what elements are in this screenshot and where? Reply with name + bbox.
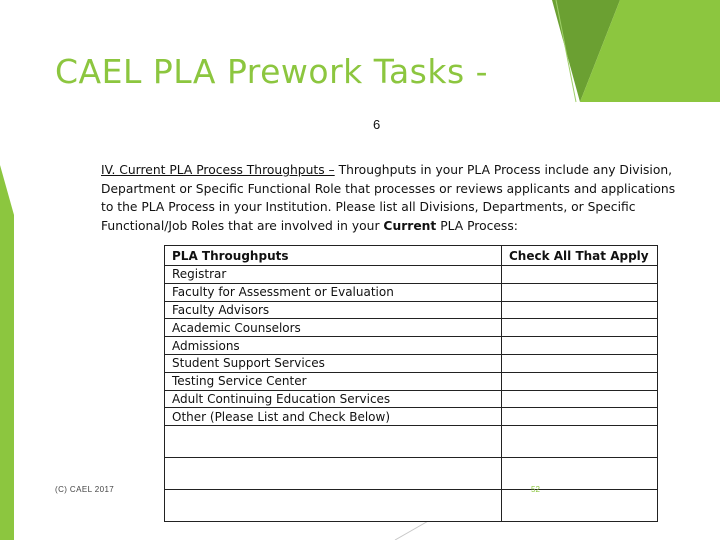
check-cell[interactable] — [502, 337, 658, 355]
pla-throughputs-table — [164, 245, 658, 522]
check-cell[interactable] — [502, 408, 658, 426]
blank-entry-cell[interactable] — [165, 458, 502, 490]
section-heading: IV. Current PLA Process Throughputs – — [101, 163, 335, 177]
table-header-row — [165, 246, 658, 266]
section-strong-word: Current — [383, 218, 437, 233]
throughput-cell: Faculty Advisors — [165, 301, 502, 319]
blank-entry-cell[interactable] — [165, 426, 502, 458]
check-cell[interactable] — [502, 266, 658, 284]
table-row — [165, 354, 658, 372]
left-green-bar — [0, 165, 14, 540]
table-row — [165, 319, 658, 337]
table-row — [165, 390, 658, 408]
check-cell[interactable] — [502, 354, 658, 372]
section-paragraph — [101, 161, 679, 235]
footer-slide-number: 52 — [531, 485, 540, 494]
throughput-cell: Registrar — [165, 266, 502, 284]
check-cell[interactable] — [502, 319, 658, 337]
throughput-cell: Student Support Services — [165, 354, 502, 372]
header-check-all: Check All That Apply — [502, 246, 658, 266]
table-row — [165, 283, 658, 301]
slide-title: CAEL PLA Prework Tasks - — [55, 52, 489, 91]
check-cell[interactable] — [502, 390, 658, 408]
section-text-2: PLA Process: — [436, 218, 518, 233]
blank-entry-cell[interactable] — [165, 490, 502, 522]
table-row — [165, 301, 658, 319]
table-row-blank — [165, 458, 658, 490]
throughput-cell: Testing Service Center — [165, 372, 502, 390]
table-row-blank — [165, 490, 658, 522]
table-row — [165, 266, 658, 284]
check-cell[interactable] — [502, 301, 658, 319]
table-row-blank — [165, 426, 658, 458]
throughput-cell: Adult Continuing Education Services — [165, 390, 502, 408]
throughput-cell: Academic Counselors — [165, 319, 502, 337]
page-number: 6 — [373, 117, 381, 132]
check-cell[interactable] — [502, 283, 658, 301]
bottom-thin-line — [395, 520, 430, 540]
check-cell[interactable] — [502, 458, 658, 490]
footer-copyright: (C) CAEL 2017 — [55, 485, 115, 494]
table-row — [165, 337, 658, 355]
throughput-cell: Admissions — [165, 337, 502, 355]
throughput-cell: Faculty for Assessment or Evaluation — [165, 283, 502, 301]
section-text-1: Throughputs in your PLA Process include any Division, Department or Specific Functional Role that processes or reviews applicants and applications to the PLA Process in your Institution. Please list all Divisions, Departments, or Specific Functional/Job Roles that are involved in your — [101, 163, 676, 233]
check-cell[interactable] — [502, 426, 658, 458]
table-row — [165, 408, 658, 426]
document-image — [21, 103, 700, 522]
header-pla-throughputs: PLA Throughputs — [165, 246, 502, 266]
table-row — [165, 372, 658, 390]
check-cell[interactable] — [502, 490, 658, 522]
throughput-cell: Other (Please List and Check Below) — [165, 408, 502, 426]
check-cell[interactable] — [502, 372, 658, 390]
